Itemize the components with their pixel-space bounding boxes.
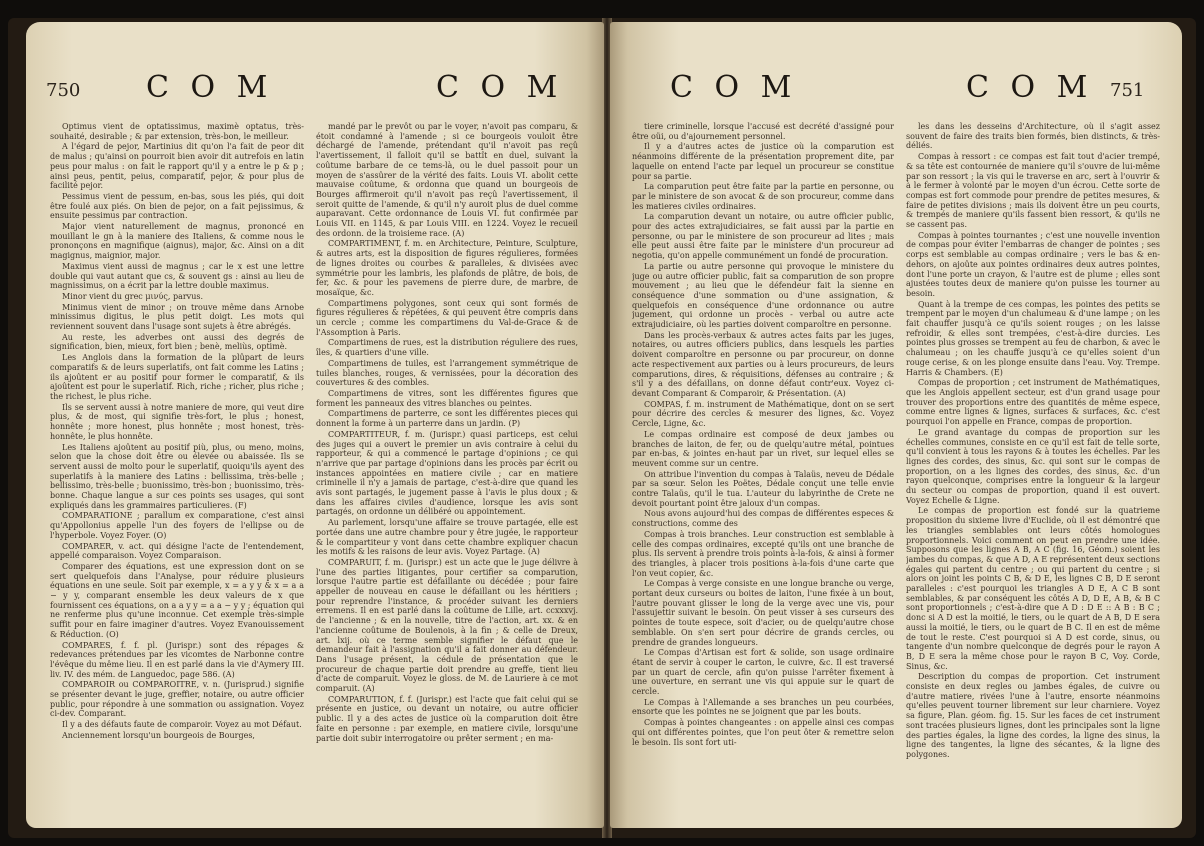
paragraph: COMPARES, f. f. pl. (Jurispr.) sont des répages & redevances prétendues par les vicomtes de Narbonne contre l'évêque du même lieu. Il en est parlé dans la vie d'Aymery III. liv. IV. des mém. de Languedoc, page 586. (A) (50, 640, 304, 679)
paragraph: Comparer des équations, est une expression dont on se sert quelquefois dans l'Analyse, pour réduire plusieurs équations en une seule. Soit par exemple, x = a y y & x = a a − y y, comparant ensemble les deux valeurs de x que fournissent ces équations, on a a y y = a a − y y ; équation qui ne renferme plus qu'une inconnue. Cet exemple très-simple suffit pour en faire imaginer d'autres. Voyez Evanouissement & Réduction. (O) (50, 561, 304, 639)
paragraph: Compartimens de vitres, sont les différentes figures que forment les panneaux des vitres blanches ou peintes. (316, 388, 578, 408)
right-page (610, 22, 1182, 828)
paragraph: COMPARUIT, f. m. (Jurispr.) est un acte que le juge délivre à l'une des parties litigantes, pour certifier sa comparution, lorsque l'autre partie est défaillante ou décédée ; pour faire appeller de nouveau en cause le défaillant ou les héritiers ; pour reprendre l'instance, & procéder suivant les derniers erremens. Il en est parlé dans la coûtume de Lille, art. ccxxxvj. de l'ancienne ; & en la nouvelle, titre de l'action, art. xx. & en l'ancienne coûtume de Boulenois, à la fin ; & celle de Dreux, art. lxij. où ce terme semble signifier le défaut que le demandeur fait à l'assignation qu'il a fait donner au défendeur. Dans l'usage présent, la cédule de présentation que le procureur de chaque partie doit prendre au greffe, tient lieu d'acte de comparuit. Voyez le gloss. de M. de Lauriere à ce mot comparuit. (A) (316, 557, 578, 694)
paragraph: Compartimens de tuiles, est l'arrangement symmétrique de tuiles blanches, rouges, & vernissées, pour la décoration des couvertures & des combles. (316, 358, 578, 388)
paragraph: Compas à pointes tournantes ; c'est une nouvelle invention de compas pour éviter l'embarras de changer de pointes ; ses corps est semblable au compas ordinaire ; vers le bas & en-dehors, on ajoûte aux pointes ordinaires deux autres pointes, dont l'une porte un crayon, & l'autre est de plume ; elles sont ajustées toutes deux de maniere qu'on puisse les tourner au besoin. (906, 230, 1160, 298)
paragraph: Compas de proportion ; cet instrument de Mathématiques, que les Anglois appellent secteur, est d'un grand usage pour trouver des proportions entre des quantités de même espece, comme entre lignes & lignes, surfaces & surfaces, &c. c'est pourquoi l'on appelle en France, compas de proportion. (906, 378, 1160, 427)
paragraph: les dans les desseins d'Architecture, où il s'agit assez souvent de faire des traits bien formés, bien distincts, & très-déliés. (906, 122, 1160, 151)
right-page-header (610, 70, 1182, 110)
paragraph: Pessimus vient de pessum, en-bas, sous les piés, qui doit être foulé aux piés. On bien de pejor, on a fait pejissimus, & ensuite pessimus par contraction. (50, 191, 304, 221)
right-page-column-1 (632, 122, 894, 812)
paragraph: COMPARUTION, f. f. (Jurispr.) est l'acte que fait celui qui se présente en justice, ou devant un notaire, ou autre officier public. Il y a des actes de justice où la comparution doit être faite en personne : par exemple, en matiere civile, lorsqu'une partie doit subir interrogatoire ou prêter serment ; en ma- (316, 694, 578, 743)
running-head: C O M (966, 70, 1094, 105)
paragraph: Il y a d'autres actes de justice où la comparution est néanmoins différente de la présentation proprement dite, par laquelle on entend l'acte par lequel un procureur se constitue pour sa partie. (632, 142, 894, 181)
paragraph: La comparution devant un notaire, ou autre officier public, pour des actes extrajudiciaires, se fait aussi par la partie en personne, ou par le ministere de son procureur ad lites ; mais elle peut aussi être faite par le ministere d'un procureur ad negotia, qu'on appelle communément un fondé de procuration. (632, 212, 894, 261)
paragraph: Les Italiens ajoûtent au positif più, plus, ou meno, moins, selon que la chose doit être ou élevée ou abaissée. Ils se servent aussi de molto pour le superlatif, quoiqu'ils ayent des superlatifs à la maniere des Latins : bellissima, très-belle ; bellissimo, très-belle ; buonissimo, très-bon ; buonissimo, très-bonne. Chaque langue a sur ces points ses usages, qui sont expliqués dans les grammaires particulieres. (F) (50, 442, 304, 510)
paragraph: Le Compas à verge consiste en une longue branche ou verge, portant deux curseurs ou boites de laiton, l'une fixée à un bout, l'autre pouvant glisser le long de la verge avec une vis, pour l'assujettir suivant le besoin. On peut visser à ses curseurs des pointes de toute espece, soit d'acier, ou de quelqu'autre chose semblable. On s'en sert pour décrire de grands cercles, ou prendre de grandes longueurs. (632, 579, 894, 647)
paragraph: Minor vient du grec μινύς, parvus. (62, 291, 203, 301)
paragraph: Minimus vient de minor ; on trouve même dans Arnobe minissimus digitus, le plus petit doigt. Les mots qui reviennent souvent dans l'usage sont sujets à être abrégés. (50, 302, 304, 332)
paragraph: COMPARATIONE ; parallum ex comparatione, c'est ainsi qu'Appollonius appelle l'un des foyers de l'ellipse ou de l'hyperbole. Voyez Foyer. (O) (50, 511, 304, 540)
paragraph: Le compas ordinaire est composé de deux jambes ou branches de laiton, de fer, ou de quelqu'autre métal, pointues par en-bas, & jointes en-haut par un rivet, sur lequel elles se meuvent comme sur un centre. (632, 429, 894, 468)
paragraph: Compartimens de rues, est la distribution réguliere des rues, îles, & quartiers d'une ville. (316, 338, 578, 358)
paragraph: Le compas de proportion est fondé sur la quatrieme proposition du sixieme livre d'Euclide, où il est démontré que les triangles semblables ont leurs côtés homologues proportionnels. Voici comment on peut en prendre une idée. Supposons que les lignes A B, A C (fig. 16, Géom.) soient les jambes du compas, & que A D, A E représentent deux sections égales qui partent du centre ; ou qui partent du centre ; si alors on joint les points C B, & D E, les lignes C B, D E seront paralleles : c'est pourquoi les triangles A D E, A C B sont semblables, & par conséquent les côtés A D, D E, A B, & B C sont proportionnels ; c'est-à-dire que A D : D E :: A B : B C ; donc si A D est la moitié, le tiers, ou le quart de A B, D E sera aussi la moitié, le tiers, ou le quart de B C. Il en est de même de tout le reste. C'est pourquoi si A D est corde, sinus, ou tangente d'un nombre quelconque de degrés pour le rayon A B, D E sera la même chose pour le rayon B C, Voy. Corde, Sinus, &c. (906, 506, 1160, 671)
paragraph: Au parlement, lorsqu'une affaire se trouve partagée, elle est portée dans une autre chambre pour y être jugée, le rapporteur & le compartiteur y vont dans cette chambre expliquer chacun les motifs & les raisons de leur avis. Voyez Partage. (A) (316, 518, 578, 557)
left-page-column-2 (316, 122, 578, 812)
paragraph: Nous avons aujourd'hui des compas de différentes especes & constructions, comme des (632, 509, 894, 529)
running-head: C O M (436, 70, 564, 105)
left-page-header (26, 70, 604, 110)
page-number: 750 (46, 80, 81, 101)
paragraph: Compartimens de parterre, ce sont les différentes pieces qui donnent la forme à un parterre dans un jardin. (P) (316, 409, 578, 429)
paragraph: COMPARTIMENT, f. m. en Architecture, Peinture, Sculpture, & autres arts, est la disposition de figures régulieres, formées de lignes droites ou courbes & paralleles, & divisées avec symmétrie pour les lambris, les plafonds de plâtre, de bois, de fer, &c. & pour les pavemens de pierre dure, de marbre, de mosaïque, &c. (316, 239, 578, 297)
paragraph: Dans les procès-verbaux & autres actes faits par les juges, notaires, ou autres officiers publics, dans lesquels les parties doivent comparoître en personne ou par procureur, on donne acte respectivement aux parties ou à leurs procureurs, de leurs comparutions, dires, & réquisitions, défenses au contraire ; & s'il y a des défaillans, on donne défaut contr'eux. Voyez ci-devant Comparant & Comparoir, & Présentation. (A) (632, 330, 894, 398)
paragraph: Au reste, les adverbes ont aussi des degrés de signification, bien, mieux, fort bien ; benè, meliùs, optimè. (50, 332, 304, 352)
right-page-column-2 (906, 122, 1160, 812)
paragraph: Il y a des défauts faute de comparoir. Voyez au mot Défaut. (62, 720, 302, 730)
paragraph: Compas à pointes changeantes : on appelle ainsi ces compas qui ont différentes pointes, que l'on peut ôter & remettre selon le besoin. Ils sont fort uti- (632, 718, 894, 747)
paragraph: Major vient naturellement de magnus, prononcé en mouillant le gn à la maniere des Italiens, & comme nous le prononçons en magnifique (aignus), major, &c. Ainsi on a dit magignus, maignior, major. (50, 222, 304, 261)
paragraph: Description du compas de proportion. Cet instrument consiste en deux regles ou jambes égales, de cuivre ou d'autre matiere, rivées l'une à l'autre, ensorte néanmoins qu'elles peuvent tourner librement sur leur charniere. Voyez sa figure, Plan. géom. fig. 15. Sur les faces de cet instrument sont tracées plusieurs lignes, dont les principales sont la ligne des parties égales, la ligne des cordes, la ligne des sinus, la ligne des tangentes, la ligne des sécantes, & la ligne des polygones. (906, 672, 1160, 759)
paragraph: tiere criminelle, lorsque l'accusé est decrété d'assigné pour être oüi, ou d'ajournement personnel. (632, 122, 894, 141)
left-page-column-1 (50, 122, 304, 812)
paragraph: Maximus vient aussi de magnus ; car le x est une lettre double qui vaut autant que cs, & souvent gs : ainsi au lieu de magnissimus, on a écrit par la lettre double maximus. (50, 261, 304, 291)
paragraph: La partie ou autre personne qui provoque le ministere du juge ou autre officier public, fait sa comparution de son propre mouvement ; au lieu que le défendeur fait la sienne en conséquence d'une sommation ou d'une assignation, & quelquefois en conséquence d'une ordonnance ou autre jugement, qui ordonne un procès - verbal ou autre acte extrajudiciaire, où les parties doivent comparoître en personne. (632, 261, 894, 330)
page-number: 751 (1110, 80, 1145, 101)
paragraph: Le Compas d'Artisan est fort & solide, son usage ordinaire étant de servir à couper le carton, le cuivre, &c. Il est traversé par un quart de cercle, afin qu'on puisse l'arrêter fixement à une ouverture, en serrant une vis qui appuie sur le quart de cercle. (632, 648, 894, 697)
paragraph: Compas à ressort : ce compas est fait tout d'acier trempé, & sa tête est contournée de maniere qu'il s'ouvre de lui-même par son ressort ; la vis qui le traverse en arc, sert à l'ouvrir & à le fermer à volonté par le moyen d'un écrou. Cette sorte de compas est fort commode pour prendre de petites mesures, & faire de petites divisions ; mais ils doivent être un peu courts, & trempés de maniere qu'ils fassent bien ressort, & qu'ils ne se cassent pas. (906, 152, 1160, 230)
paragraph: Le grand avantage du compas de proportion sur les échelles communes, consiste en ce qu'il est fait de telle sorte, qu'il convient à tous les rayons & à toutes les échelles. Par les lignes des cordes, des sinus, &c. qui sont sur le compas de proportion, on a les lignes des cordes, des sinus, &c. d'un rayon quelconque, comprises entre la longueur & la largeur du secteur ou compas de proportion, quand il est ouvert. Voyez Echelle & Ligne. (906, 427, 1160, 505)
paragraph: mandé par le prevôt ou par le voyer, n'avoit pas comparu, & étoit condamné à l'amende ; si ce bourgeois vouloit être déchargé de l'amende, prétendant qu'il n'avoit pas reçû l'avertissement, il falloit qu'il se battît en duel, suivant la coûtume barbare de ce tems-là, ou le duel passoit pour un moyen de s'assûrer de la vérité des faits. Louis VI. abolit cette mauvaise coûtume, & ordonna que quand un bourgeois de Bourges affirmeroit qu'il n'avoit pas reçû l'avertissement, il seroit quitte de l'amende, & qu'il n'y auroit plus de duel comme auparavant. Cette ordonnance de Louis VI. fut confirmée par Louis VII. en 1145, & par Louis VIII. en 1224. Voyez le recueil des ordonn. de la troisieme race. (A) (316, 122, 578, 238)
paragraph: COMPAS, f. m. instrument de Mathématique, dont on se sert pour décrire des cercles & mesurer des lignes, &c. Voyez Cercle, Ligne, &c. (632, 399, 894, 429)
paragraph: Compas à trois branches. Leur construction est semblable à celle des compas ordinaires, excepté qu'ils ont une branche de plus. Ils servent à prendre trois points à-la-fois, & ainsi à former des triangles, à placer trois positions à-la-fois d'une carte que l'on veut copier, &c. (632, 529, 894, 578)
paragraph: Optimus vient de optatissimus, maximè optatus, très-souhaité, desirable ; & par extension, très-bon, le meilleur. (50, 122, 304, 141)
paragraph: La comparution peut être faite par la partie en personne, ou par le ministere de son avocat & de son procureur, comme dans les matieres civiles ordinaires. (632, 182, 894, 211)
paragraph: Compartimens polygones, sont ceux qui sont formés de figures régulieres & répétées, & qui peuvent être compris dans un cercle ; comme les compartimens du Val-de-Grace & de l'Assomption à Paris. (316, 298, 578, 337)
paragraph: Ils se servent aussi à notre maniere de more, qui veut dire plus, & de most, qui signifie très-fort, le plus ; honest, honnête ; more honest, plus honnête ; most honest, très-honnête, le plus honnête. (50, 402, 304, 441)
paragraph: COMPARER, v. act. qui désigne l'acte de l'entendement, appellé comparaison. Voyez Comparaison. (50, 541, 304, 561)
left-page (26, 22, 604, 828)
paragraph: A l'égard de pejor, Martinius dit qu'on l'a fait de peor dit de malus ; qu'ainsi on pourroit bien avoir dit autrefois en latin peus pour malus : on fait le rapport qu'il y a entre le p & p ; ainsi peus, pentit, peius, comparatif, pejor, & pour plus de facilité pejor. (50, 142, 304, 191)
running-head: C O M (670, 70, 798, 105)
paragraph: COMPAROIR ou COMPAROITRE, v. n. (Jurisprud.) signifie se présenter devant le juge, greffier, notaire, ou autre officier public, pour répondre à une sommation ou assignation. Voyez ci-dev. Comparant. (50, 680, 304, 719)
paragraph: Le Compas à l'Allemande a ses branches un peu courbées, ensorte que les pointes ne se joignent que par les bouts. (632, 697, 894, 717)
paragraph: Les Anglois dans la formation de la plûpart de leurs comparatifs & de leurs superlatifs, ont fait comme les Latins ; ils ajoûtent er au positif pour former le comparatif, & ils ajoûtent est pour le superlatif. Rich, riche ; richer, plus riche ; the richest, le plus riche. (50, 353, 304, 401)
paragraph: COMPARTITEUR, f. m. (Jurispr.) quasi particeps, est celui des juges qui a ouvert le premier un avis contraire à celui du rapporteur, & qui a commencé le partage d'opinions ; ce qui n'arrive que par partage d'opinions dans les procès par écrit ou instances appointées en matiere civile ; car en matiere criminelle il n'y a jamais de partage, c'est-à-dire que quand les avis sont partagés, le jugement passe à l'avis le plus doux ; & dans les affaires civiles d'audience, lorsque les avis sont partagés, on ordonne un délibéré ou appointement. (316, 429, 578, 517)
running-head: C O M (146, 70, 274, 105)
book-spread (8, 18, 1196, 838)
paragraph: Anciennement lorsqu'un bourgeois de Bourges, (62, 730, 255, 740)
paragraph: Quant à la trempe de ces compas, les pointes des petits se trempent par le moyen d'un chalumeau & d'une lampe ; on les fait chauffer jusqu'à ce qu'ils soient rouges ; on les laisse refroidir, & elles sont trempées, c'est-à-dire durcies. Les pointes plus grosses se trempent au feu de charbon, & avec le chalumeau ; on les chauffe jusqu'à ce qu'elles soient d'un rouge cerise, & on les plonge ensuite dans l'eau. Voy. Trempe. Harris & Chambers. (E) (906, 299, 1160, 377)
paragraph: On attribue l'invention du compas à Talaüs, neveu de Dédale par sa sœur. Selon les Poëtes, Dédale conçut une telle envie contre Talaüs, qu'il le tua. L'auteur du labyrinthe de Crete ne devoit pourtant point être jaloux d'un compas. (632, 469, 894, 508)
